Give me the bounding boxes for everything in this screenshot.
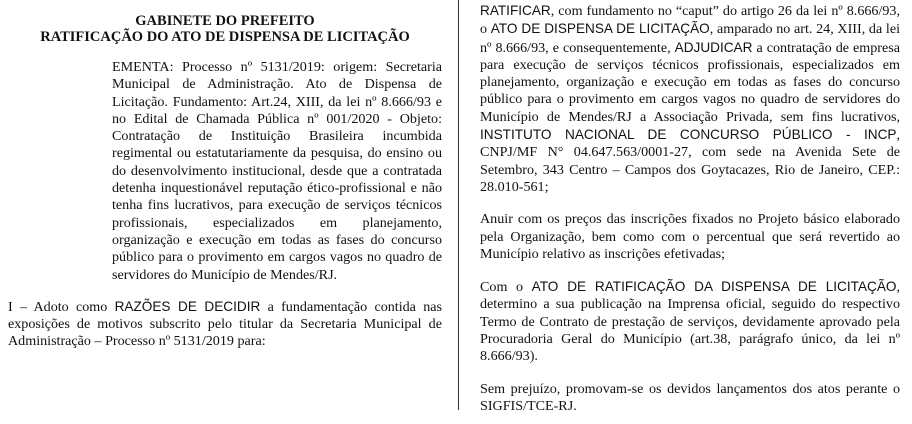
office-heading: GABINETE DO PREFEITO [135,13,315,29]
decision-prefix: I – Adoto como [8,298,115,315]
publication-text-2: , determino a sua publicação na Imprensa oficial, seguido do respectivo Termo de Contrato de prestação de serviços, devidamente aprovado pela Procuradoria Geral do Município (art.38, parágrafo único, da lei nº 8.666/93). [480,279,900,365]
ratify-text-3: a contratação de empresa para execução de serviços técnicos profissionais, especializados em planejamento, organização e execução em todas as fases do concurso público para o provimento em cargos vagos no quadro de servidores do Município de Mendes/RJ a Associação Privada, sem fins lucrativos, [480,39,900,125]
ratify-text-4: , CNPJ/MF N° 04.647.563/0001-27, com sede na Avenida Sete de Setembro, 343 Centro – Campos dos Goytacazes, Rio de Janeiro, CEP.: 28.010-561; [480,127,900,195]
decision-text: a fundamentação contida nas exposições de motivos subscrito pelo titular da Secretaria Municipal de Administração – Processo nº 5131/2019 para: [8,298,442,350]
right-column [480,0,900,415]
document-title: RATIFICAÇÃO DO ATO DE DISPENSA DE LICITAÇÃO [40,29,410,45]
decision-emphasis: RAZÕES DE DECIDIR [114,298,261,314]
publication-paragraph [480,278,900,365]
ratify-paragraph [480,2,900,196]
column-divider [458,0,459,410]
institute-name: INSTITUTO NACIONAL DE CONCURSO PÚBLICO - INCP [480,127,897,143]
publication-text-1: Com o [480,279,532,296]
dispensa-act: ATO DE DISPENSA DE LICITAÇÃO [490,21,710,37]
sigfis-paragraph: Sem prejuízo, promovam-se os devidos lançamentos dos atos perante o SIGFIS/TCE-RJ. [480,380,900,414]
left-column [8,0,442,351]
ratify-keyword: RATIFICAR [480,3,551,18]
ratification-act: ATO DE RATIFICAÇÃO DA DISPENSA DE LICITAÇÃO [531,279,897,295]
ratify-text-1: , com fundamento no “caput” do artigo 26 da lei nº 8.666/93, o [480,3,900,38]
adjudicate-keyword: ADJUDICAR [674,39,753,55]
prices-paragraph: Anuir com os preços das inscrições fixados no Projeto básico elaborado pela Organização, bem como com o percentual que será revertido ao Município relativo as inscrições efetivadas; [480,211,900,262]
ratify-text-2: , amparado no art. 24, XIII, da lei nº 8.666/93, e consequentemente, [480,21,900,56]
decision-paragraph [8,298,442,351]
ementa-paragraph: EMENTA: Processo nº 5131/2019: origem: Secretaria Municipal de Administração. Ato de Dispensa de Licitação. Fundamento: Art.24, XIII, da lei nº 8.666/93 e no Edital de Chamada Pública nº 001/2020 - Objeto: Contratação de Instituição Brasileira incumbida regimental ou estatutariamente da pesquisa, do ensino ou do desenvolvimento institucional, desde que a contratada detenha inquestionável reputação ético-profissional e não tenha fins lucrativos, para execução de serviços técnicos profissionais, especializados em planejamento, organização e execução em todas as fases do concurso público para o provimento em cargos vagos no quadro de servidores do Município de Mendes/RJ. [112,59,442,283]
